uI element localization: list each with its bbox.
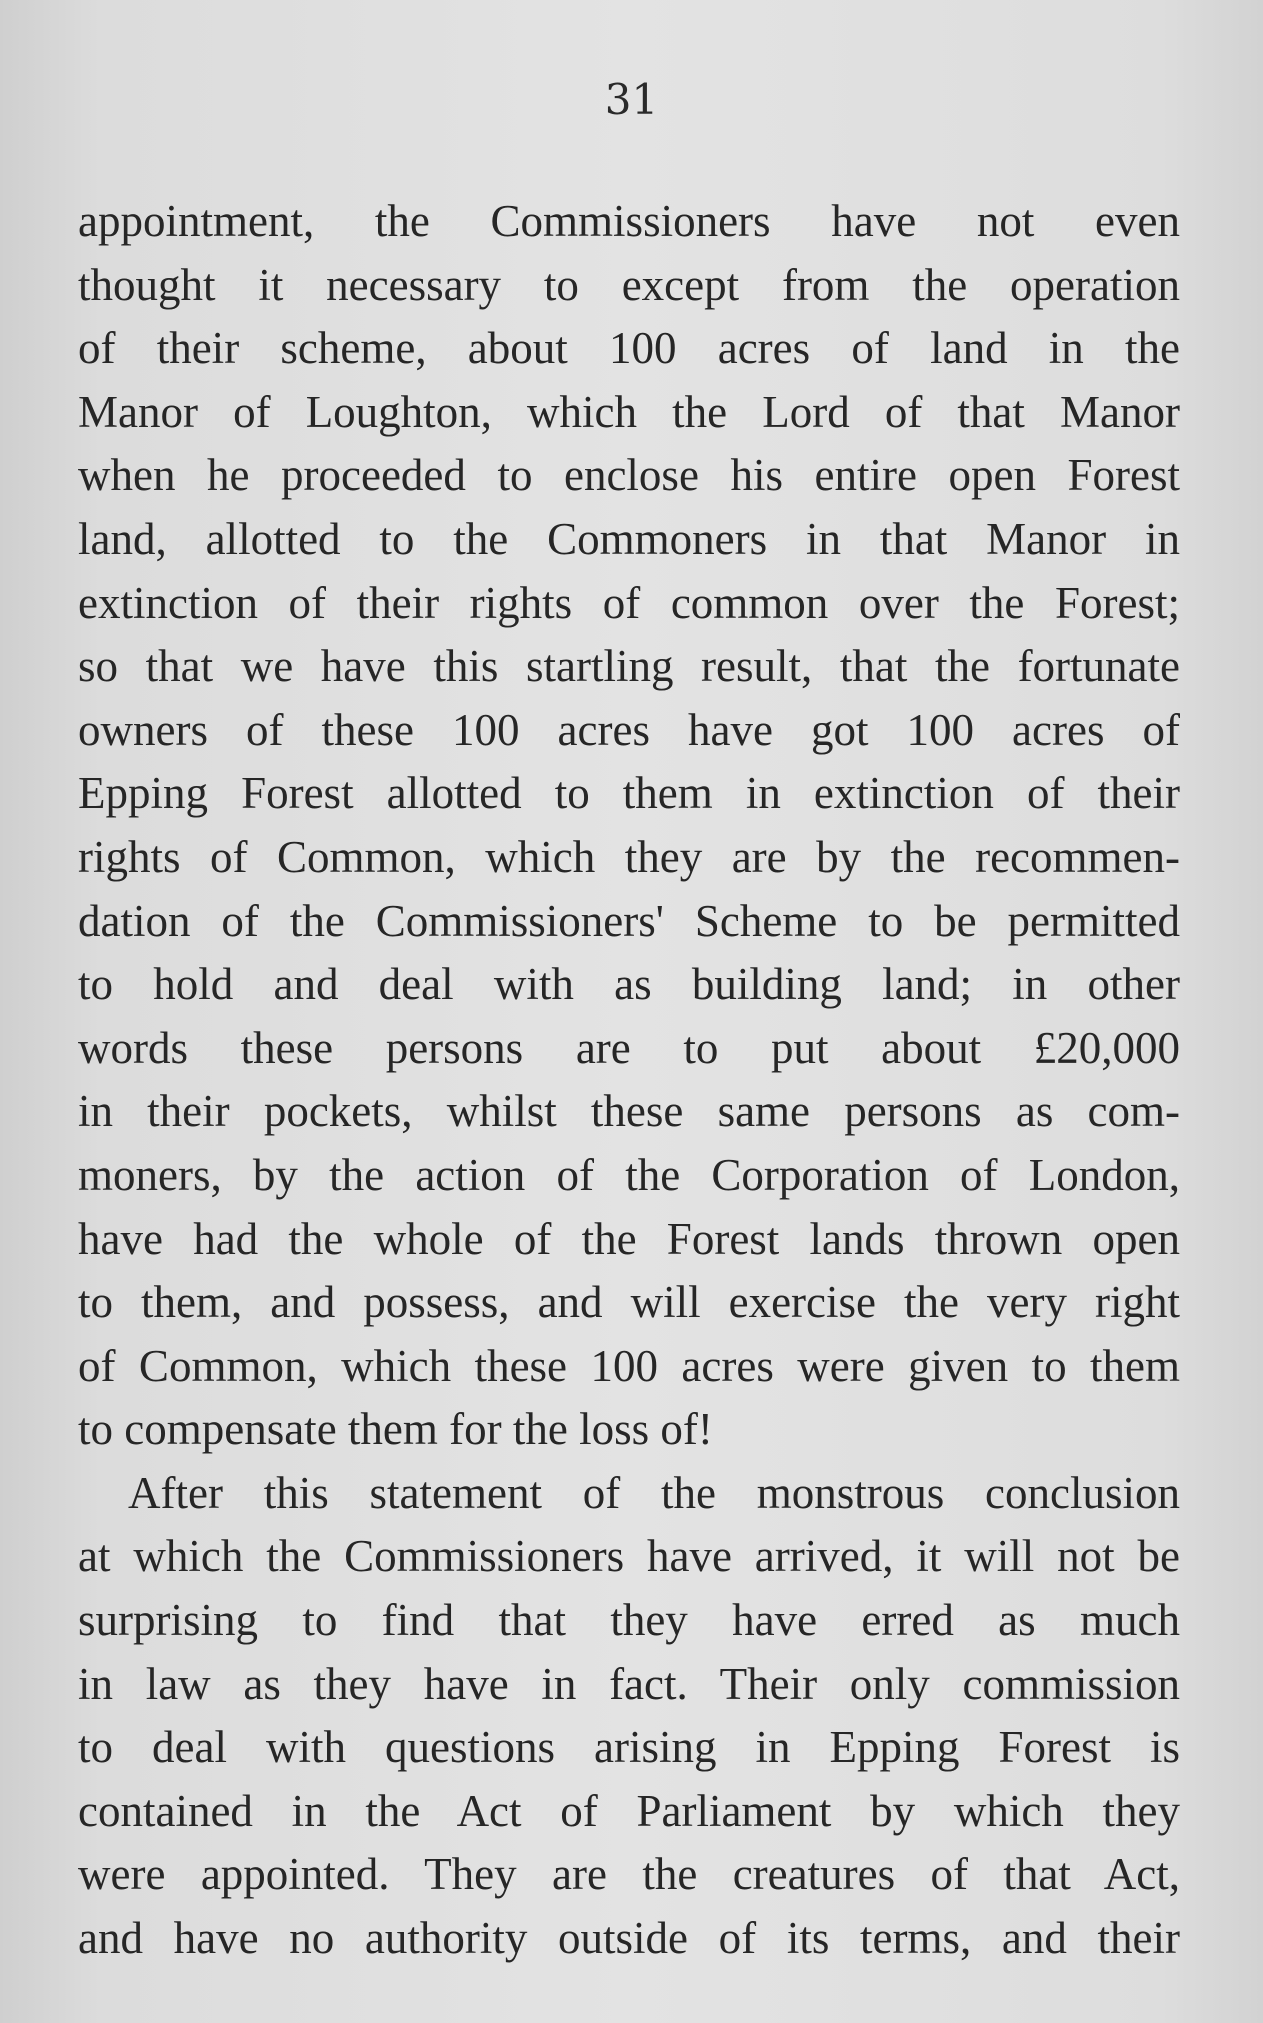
text-line: and have no authority outside of its terms, and their [78, 1913, 1180, 1964]
text-line: dation of the Commissioners' Scheme to be permitted [78, 895, 1180, 946]
text-line: of Common, which these 100 acres were given to them [78, 1340, 1180, 1391]
text-line: when he proceeded to enclose his entire open Forest [78, 450, 1180, 501]
text-line: appointment, the Commissioners have not even [78, 196, 1180, 246]
text-line: surprising to find that they have erred as much [78, 1595, 1180, 1646]
text-line: at which the Commissioners have arrived, it will not be [78, 1531, 1180, 1582]
text-line: to hold and deal with as building land; in other [78, 959, 1180, 1010]
text-line: were appointed. They are the creatures of that Act, [78, 1849, 1180, 1900]
text-line: contained in the Act of Parliament by which they [78, 1785, 1180, 1836]
text-line: so that we have this startling result, that the fortunate [78, 641, 1180, 692]
text-line: Epping Forest allotted to them in extinction of their [78, 768, 1180, 819]
text-line: Manor of Loughton, which the Lord of that Manor [78, 386, 1180, 437]
text-line: in their pockets, whilst these same persons as com- [78, 1086, 1180, 1137]
text-line: of their scheme, about 100 acres of land in the [78, 323, 1180, 374]
text-line: rights of Common, which they are by the recommen- [78, 831, 1180, 882]
paragraph-2 [78, 1462, 1180, 1971]
page-number: 31 [604, 75, 659, 124]
text-line: land, allotted to the Commoners in that Manor in [78, 513, 1180, 564]
text-line: to them, and possess, and will exercise the very right [78, 1277, 1180, 1328]
text-line: words these persons are to put about £20,000 [78, 1022, 1180, 1073]
body-text [78, 190, 1180, 1971]
text-line: have had the whole of the Forest lands thrown open [78, 1213, 1180, 1264]
text-line: After this statement of the monstrous conclusion [128, 1467, 1180, 1518]
text-line: to deal with questions arising in Epping Forest is [78, 1722, 1180, 1773]
text-line: owners of these 100 acres have got 100 acres of [78, 704, 1180, 755]
text-line: extinction of their rights of common over the Forest; [78, 577, 1180, 628]
text-line: to compensate them for the loss of! [78, 1404, 713, 1455]
text-line: moners, by the action of the Corporation of London, [78, 1149, 1180, 1200]
text-line: in law as they have in fact. Their only commission [78, 1658, 1180, 1709]
text-line: thought it necessary to except from the operation [78, 259, 1180, 310]
paragraph-1 [78, 190, 1180, 1462]
